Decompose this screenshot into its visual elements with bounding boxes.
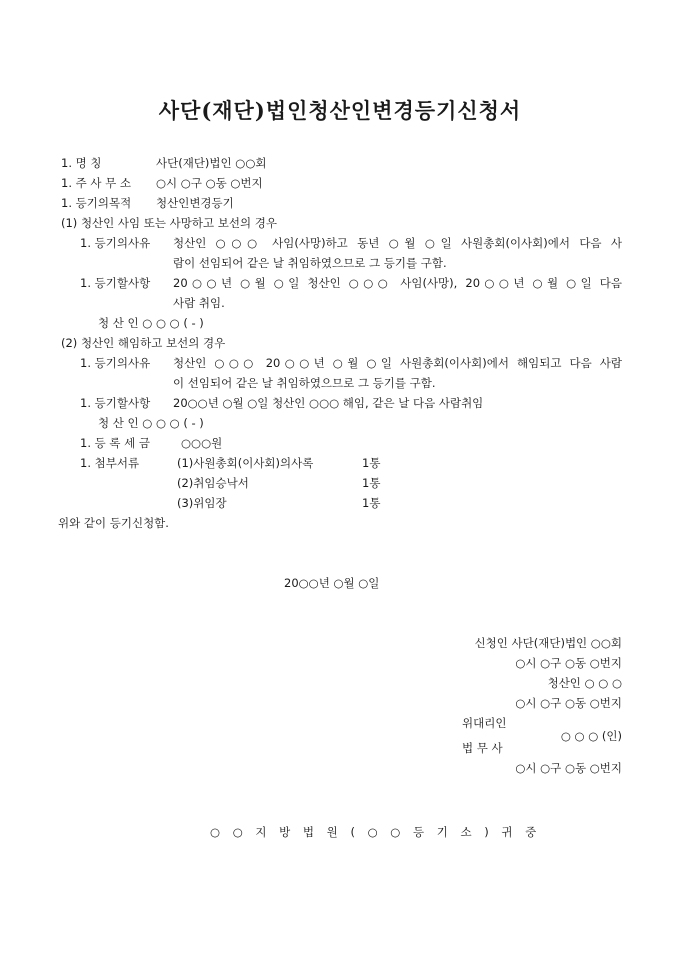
purpose-label: 1. 등기의목적 [61, 196, 132, 210]
attachment-count: 1통 [362, 496, 381, 510]
case1-cause-line1: 청산인 ○○○ 사임(사망)하고 동년 ○월 ○일 사원총회(이사회)에서 다음 사 [173, 236, 622, 250]
applicant-name: 신청인 사단(재단)법인 ○○회 [474, 636, 622, 650]
applicant-address: ○시 ○구 ○동 ○번지 [515, 656, 622, 670]
court-addressee: ○ ○ 지 방 법 원 ( ○ ○ 등 기 소 ) 귀 중 [210, 825, 541, 839]
case2-liquidator: 청 산 인 ○ ○ ○ ( - ) [98, 416, 204, 430]
agent-address: ○시 ○구 ○동 ○번지 [515, 761, 622, 775]
closing-statement: 위와 같이 등기신청함. [58, 516, 169, 530]
purpose-value: 청산인변경등기 [156, 196, 234, 210]
case1-cause-line2: 람이 선임되어 같은 날 취임하였으므로 그 등기를 구함. [173, 256, 447, 270]
liquidator-address: ○시 ○구 ○동 ○번지 [515, 696, 622, 710]
case1-heading: (1) 청산인 사임 또는 사망하고 보선의 경우 [61, 216, 277, 230]
filing-date: 20○○년 ○월 ○일 [284, 576, 380, 590]
attachment-item: (2)취임승낙서 [177, 476, 249, 490]
attachments-label: 1. 첨부서류 [80, 456, 140, 470]
case2-matter-line1: 20○○년 ○월 ○일 청산인 ○○○ 해임, 같은 날 다음 사람취임 [173, 396, 484, 410]
case1-matter-line1: 20○○년 ○월 ○일 청산인 ○○○ 사임(사망), 20○○년 ○월 ○일 다음 [173, 276, 622, 290]
office-value: ○시 ○구 ○동 ○번지 [156, 176, 263, 190]
tax-value: ○○○원 [181, 436, 223, 450]
attachment-item: (3)위임장 [177, 496, 227, 510]
name-label: 1. 명 칭 [61, 156, 102, 170]
name-value: 사단(재단)법인 ○○회 [156, 156, 267, 170]
case2-matter-label: 1. 등기할사항 [80, 396, 151, 410]
case2-heading: (2) 청산인 해임하고 보선의 경우 [61, 336, 226, 350]
case1-matter-label: 1. 등기할사항 [80, 276, 151, 290]
agent-name: ○ ○ ○ (인) [560, 729, 622, 743]
attachment-count: 1통 [362, 476, 381, 490]
attachment-item: (1)사원총회(이사회)의사록 [177, 456, 314, 470]
attachment-count: 1통 [362, 456, 381, 470]
case1-matter-line2: 사람 취임. [173, 296, 225, 310]
case2-cause-label: 1. 등기의사유 [80, 356, 151, 370]
liquidator-name: 청산인 ○ ○ ○ [547, 676, 622, 690]
case1-liquidator: 청 산 인 ○ ○ ○ ( - ) [98, 316, 204, 330]
case2-cause-line2: 이 선임되어 같은 날 취임하였으므로 그 등기를 구함. [173, 376, 436, 390]
case1-cause-label: 1. 등기의사유 [80, 236, 151, 250]
agent-title: 법 무 사 [462, 741, 503, 755]
case2-cause-line1: 청산인 ○○○ 20○○년 ○월 ○일 사원총회(이사회)에서 해임되고 다음 사람 [173, 356, 622, 370]
tax-label: 1. 등 록 세 금 [80, 436, 151, 450]
agent-label: 위대리인 [462, 716, 507, 730]
page-title: 사단(재단)법인청산인변경등기신청서 [158, 98, 522, 123]
office-label: 1. 주 사 무 소 [61, 176, 132, 190]
